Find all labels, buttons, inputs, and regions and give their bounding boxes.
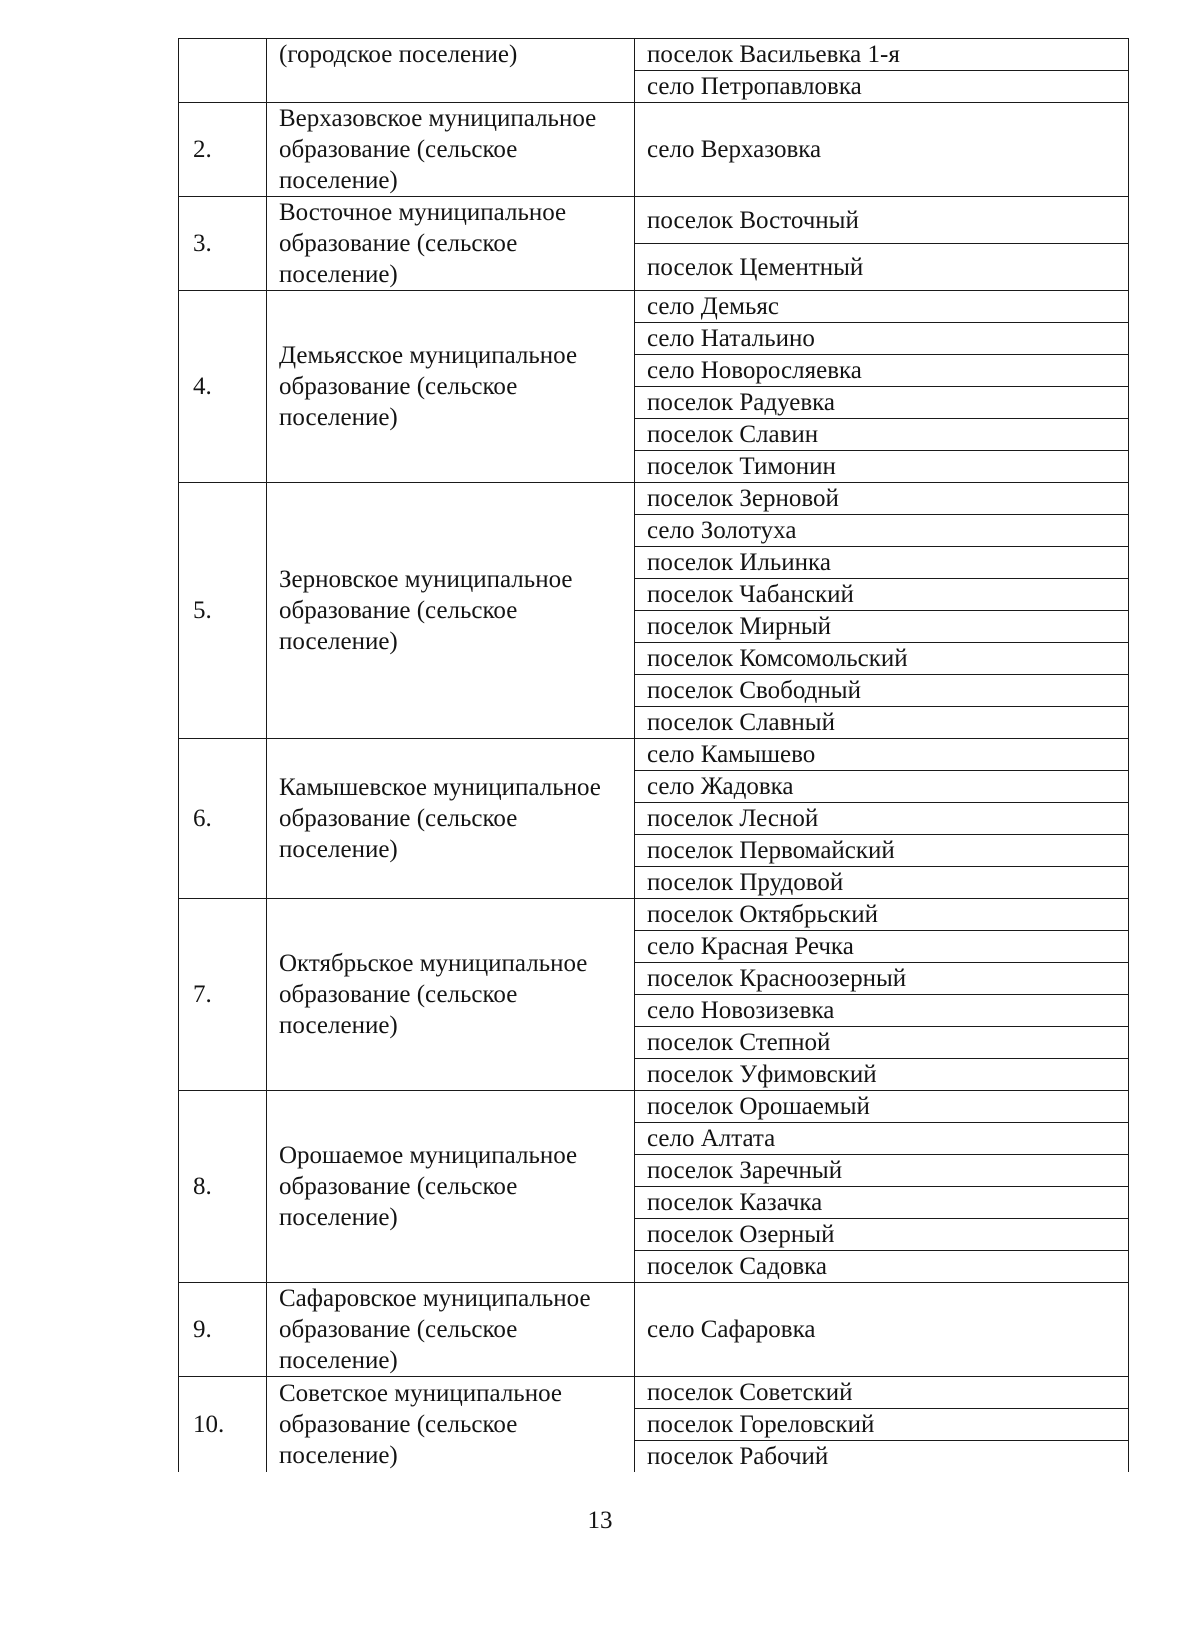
municipality-name: Орошаемое муниципальное образование (сельское поселение) (267, 1091, 635, 1283)
row-number: 3. (179, 197, 267, 291)
municipality-name: Восточное муниципальное образование (сельское поселение) (267, 197, 635, 291)
locality-name: поселок Славный (635, 707, 1129, 739)
table-row (179, 39, 1129, 71)
municipality-cell: (городское поселение) (267, 39, 635, 103)
municipality-name: Верхазовское муниципальное образование (сельское поселение) (267, 103, 635, 197)
municipality-name: Октябрьское муниципальное образование (сельское поселение) (267, 899, 635, 1091)
row-number-cell (179, 39, 267, 103)
table-row (179, 899, 1129, 931)
locality-name: поселок Зерновой (635, 483, 1129, 515)
locality-name: поселок Озерный (635, 1219, 1129, 1251)
row-number: 6. (179, 739, 267, 899)
locality-name: поселок Уфимовский (635, 1059, 1129, 1091)
page-number: 13 (587, 1507, 613, 1534)
table-body (179, 39, 1129, 1473)
row-number: 10. (179, 1377, 267, 1473)
locality-name: село Новоросляевка (635, 355, 1129, 387)
locality-name: поселок Заречный (635, 1155, 1129, 1187)
municipality-name: Сафаровское муниципальное образование (сельское поселение) (267, 1283, 635, 1377)
locality-name: село Камышево (635, 739, 1129, 771)
locality-name: село Алтата (635, 1123, 1129, 1155)
locality-name: село Сафаровка (635, 1283, 1129, 1377)
table-row (179, 291, 1129, 323)
row-number: 4. (179, 291, 267, 483)
table-row (179, 739, 1129, 771)
locality-name: поселок Свободный (635, 675, 1129, 707)
locality-name: поселок Чабанский (635, 579, 1129, 611)
locality-name: поселок Мирный (635, 611, 1129, 643)
locality-name: село Демьяс (635, 291, 1129, 323)
locality-name: поселок Комсомольский (635, 643, 1129, 675)
locality-name: поселок Рабочий (635, 1441, 1129, 1473)
locality-name: село Красная Речка (635, 931, 1129, 963)
locality-name: село Золотуха (635, 515, 1129, 547)
locality-name: поселок Казачка (635, 1187, 1129, 1219)
locality-name: поселок Тимонин (635, 451, 1129, 483)
locality-name: поселок Ильинка (635, 547, 1129, 579)
locality-name: село Новозизевка (635, 995, 1129, 1027)
locality-name: поселок Октябрьский (635, 899, 1129, 931)
row-number: 9. (179, 1283, 267, 1377)
table-row (179, 1377, 1129, 1409)
locality-name: поселок Славин (635, 419, 1129, 451)
municipalities-table (178, 38, 1129, 1472)
locality-name: поселок Красноозерный (635, 963, 1129, 995)
locality-name: поселок Радуевка (635, 387, 1129, 419)
locality-name: поселок Лесной (635, 803, 1129, 835)
municipality-name: Демьясское муниципальное образование (сельское поселение) (267, 291, 635, 483)
municipality-name: Зерновское муниципальное образование (сельское поселение) (267, 483, 635, 739)
locality-name: поселок Восточный (635, 197, 1129, 244)
locality-name: поселок Прудовой (635, 867, 1129, 899)
table-row (179, 483, 1129, 515)
locality-name: село Жадовка (635, 771, 1129, 803)
municipality-name: Советское муниципальное образование (сельское поселение) (267, 1377, 635, 1473)
table-row (179, 197, 1129, 244)
locality-cell: село Петропавловка (635, 71, 1129, 103)
locality-name: поселок Первомайский (635, 835, 1129, 867)
locality-name: поселок Советский (635, 1377, 1129, 1409)
row-number: 5. (179, 483, 267, 739)
table-row (179, 1091, 1129, 1123)
locality-name: поселок Гореловский (635, 1409, 1129, 1441)
locality-name: поселок Орошаемый (635, 1091, 1129, 1123)
locality-name: поселок Садовка (635, 1251, 1129, 1283)
table-row (179, 103, 1129, 197)
row-number: 7. (179, 899, 267, 1091)
municipality-name: Камышевское муниципальное образование (сельское поселение) (267, 739, 635, 899)
locality-cell: поселок Васильевка 1-я (635, 39, 1129, 71)
table-row (179, 1283, 1129, 1377)
locality-name: поселок Степной (635, 1027, 1129, 1059)
locality-name: село Натальино (635, 323, 1129, 355)
row-number: 8. (179, 1091, 267, 1283)
row-number: 2. (179, 103, 267, 197)
locality-name: село Верхазовка (635, 103, 1129, 197)
locality-name: поселок Цементный (635, 244, 1129, 291)
